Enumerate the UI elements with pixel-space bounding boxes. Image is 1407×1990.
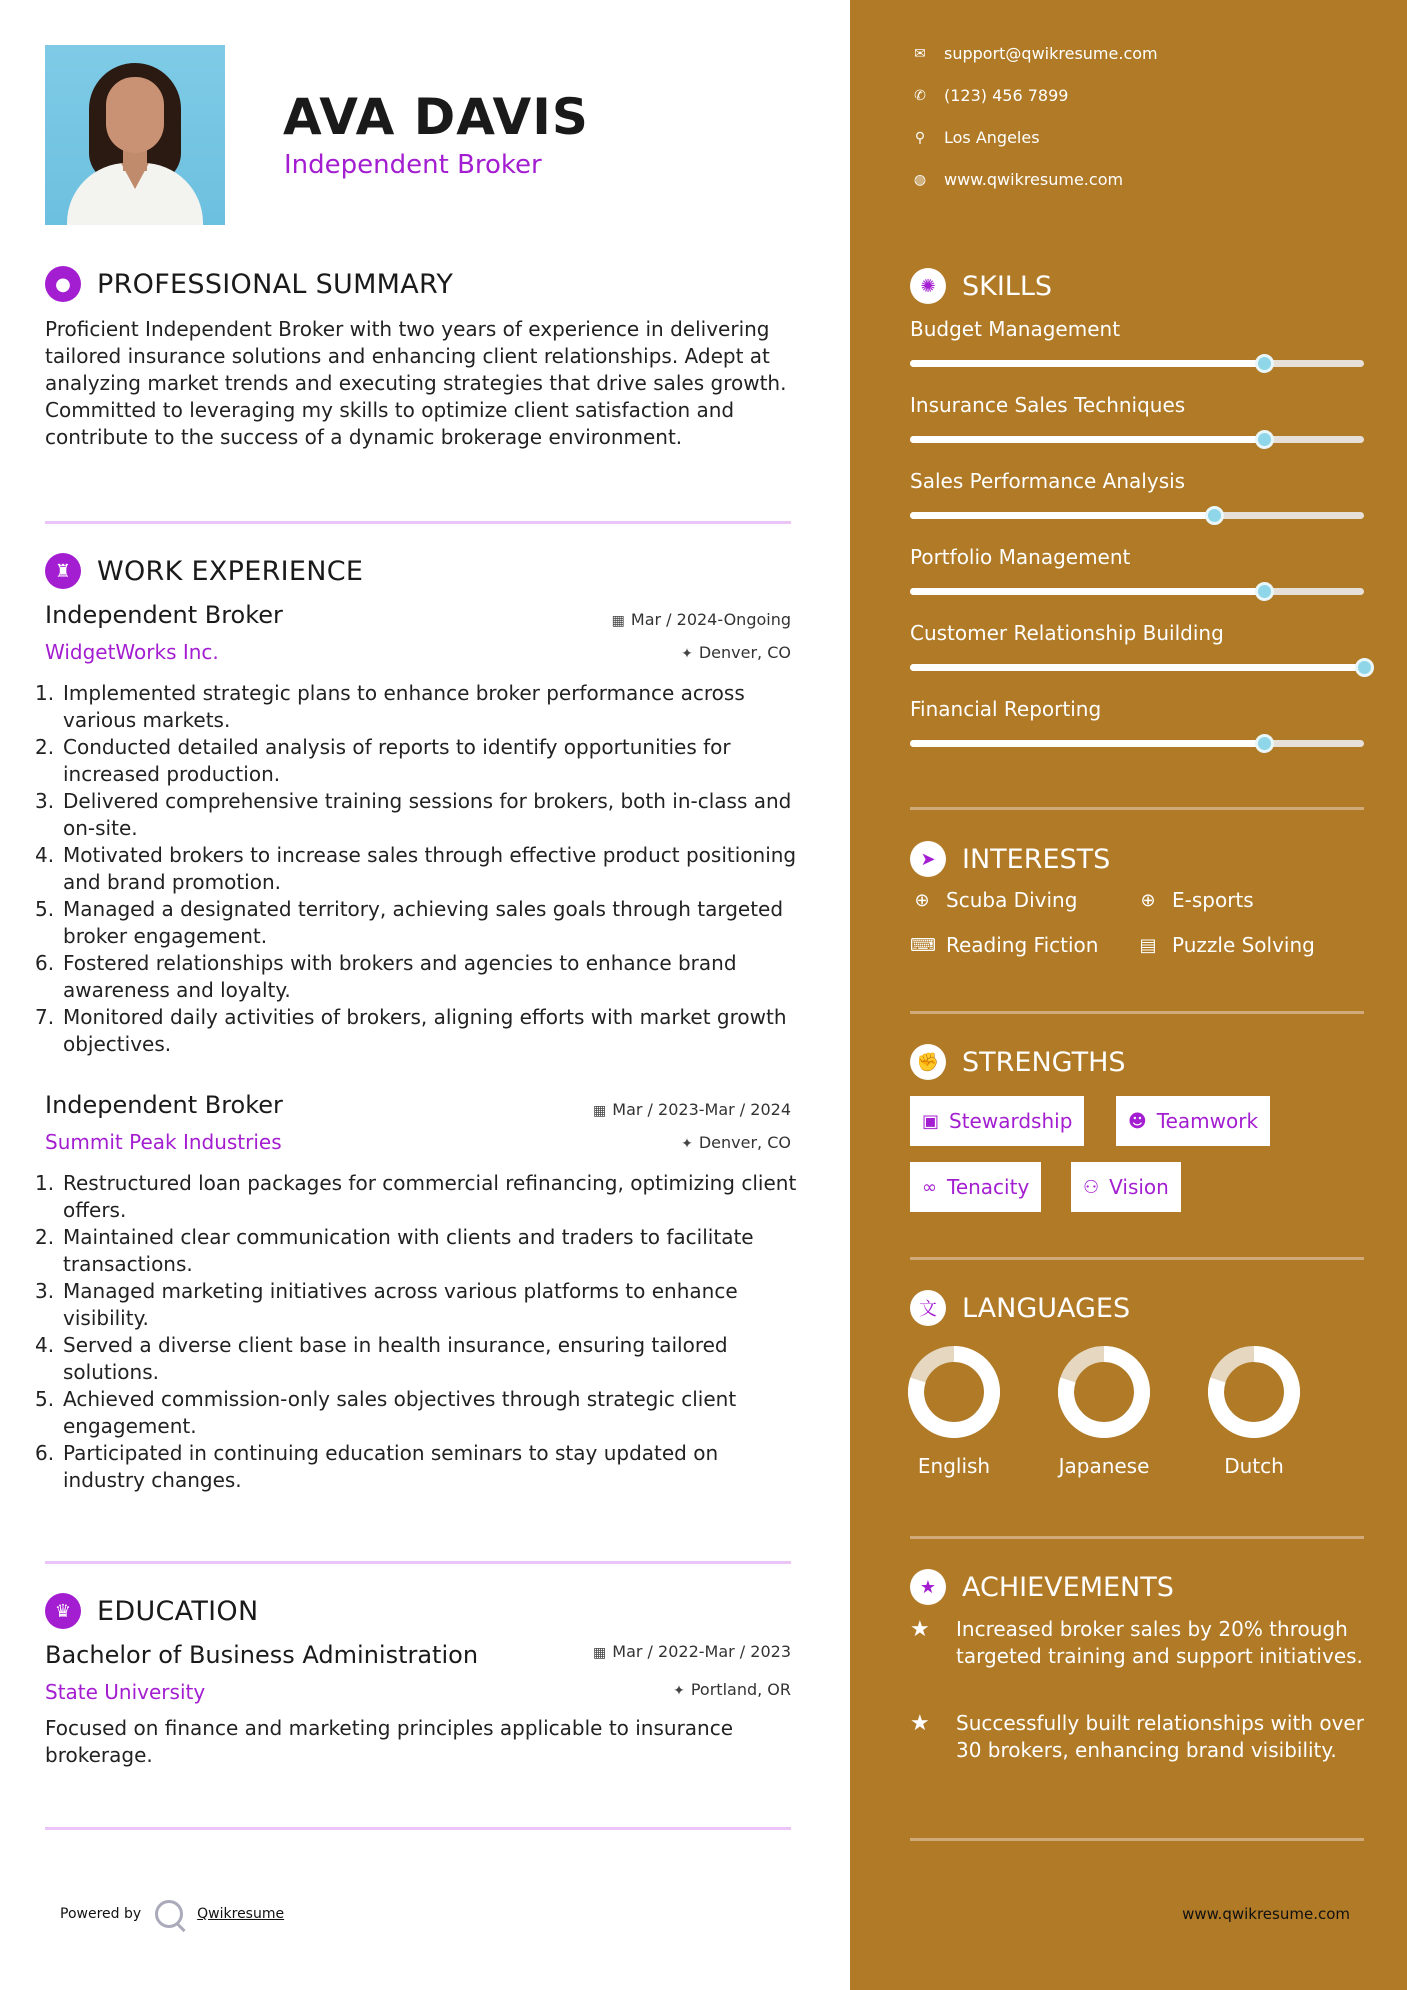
calendar-icon: ▦	[611, 613, 625, 629]
education-date: ▦ Mar / 2022-Mar / 2023	[593, 1642, 791, 1661]
envelope-icon: ✉	[914, 45, 926, 62]
divider	[910, 1257, 1364, 1260]
divider	[45, 1827, 791, 1830]
interest-item: ⊕ E-sports	[1136, 888, 1254, 912]
star-icon: ★	[910, 1569, 946, 1605]
education-heading: ♛ EDUCATION	[45, 1593, 258, 1629]
sidebar	[850, 0, 1407, 1990]
candidate-name: AVA DAVIS	[283, 88, 589, 146]
languages-heading: 文 LANGUAGES	[910, 1290, 1130, 1326]
users-icon: ☻	[1128, 1110, 1147, 1132]
skill-level-fill	[910, 664, 1364, 671]
pin-icon: ✦	[673, 1683, 685, 1699]
divider	[910, 1536, 1364, 1539]
skill-level-handle	[1255, 582, 1274, 601]
skill-label: Sales Performance Analysis	[910, 469, 1186, 493]
list-item: Conducted detailed analysis of reports to identify opportunities for increased production.	[63, 735, 731, 786]
skill-level-handle	[1255, 734, 1274, 753]
pin-icon: ✦	[681, 646, 693, 662]
contact-website[interactable]: ◍ www.qwikresume.com	[910, 170, 1123, 189]
skill-label: Budget Management	[910, 317, 1121, 341]
divider	[910, 1838, 1364, 1841]
calendar-icon: ▦	[593, 1645, 607, 1661]
candidate-role: Independent Broker	[284, 150, 542, 180]
language-item	[894, 1344, 1014, 1478]
job-duties	[45, 1170, 805, 1494]
language-ring	[1056, 1344, 1152, 1440]
job-date: ▦ Mar / 2024-Ongoing	[611, 610, 791, 629]
lifebuoy-icon: ⊕	[914, 889, 930, 911]
list-item: Managed marketing initiatives across various platforms to enhance visibility.	[63, 1279, 738, 1330]
language-name: English	[917, 1454, 991, 1478]
achievement-item: ★ Increased broker sales by 20% through targeted training and support initiatives.	[910, 1617, 1363, 1668]
list-item: Achieved commission-only sales objectives through strategic client engagement.	[63, 1387, 737, 1438]
interests-heading: ➤ INTERESTS	[910, 841, 1110, 877]
job-title: Independent Broker	[45, 1091, 283, 1119]
skill-level-handle	[1355, 658, 1374, 677]
skill-level-bar	[910, 740, 1364, 747]
link-icon: ∞	[922, 1176, 937, 1198]
footer-url[interactable]: www.qwikresume.com	[1182, 1905, 1350, 1923]
shooting-star-icon: ★	[910, 1711, 930, 1736]
skill-level-bar	[910, 664, 1364, 671]
list-item: Served a diverse client base in health insurance, ensuring tailored solutions.	[63, 1333, 728, 1384]
powered-by: Powered by Qwikresume	[60, 1900, 284, 1928]
skills-heading: ✺ SKILLS	[910, 268, 1052, 304]
list-item: Restructured loan packages for commercial refinancing, optimizing client offers.	[63, 1171, 797, 1222]
summary-text: Proficient Independent Broker with two years of experience in delivering tailored insurance solutions and enhancing client relationships. Adept at analyzing market trends and executing strategies that drive sales growth. Committed to leveraging my skills to optimize client satisfaction and contribute to the success of a dynamic brokerage environment.	[45, 317, 787, 449]
paper-plane-icon: ➤	[910, 841, 946, 877]
skill-level-fill	[910, 436, 1264, 443]
strength-chip: ⚇ Vision	[1071, 1162, 1181, 1212]
strength-chip: ∞ Tenacity	[910, 1162, 1041, 1212]
language-item	[1194, 1344, 1314, 1478]
list-item: Monitored daily activities of brokers, aligning efforts with market growth objectives.	[63, 1005, 787, 1056]
skill-label: Financial Reporting	[910, 697, 1102, 721]
job-company: Summit Peak Industries	[45, 1130, 282, 1154]
education-location: ✦ Portland, OR	[673, 1680, 791, 1699]
divider	[45, 1561, 791, 1564]
job-location: ✦ Denver, CO	[681, 643, 791, 662]
list-item: Delivered comprehensive training sessions for brokers, both in-class and on-site.	[63, 789, 792, 840]
interest-item: ⌨ Reading Fiction	[910, 933, 1099, 957]
skill-level-bar	[910, 588, 1364, 595]
phone-icon: ✆	[914, 87, 926, 104]
lightbulb-icon: ✺	[910, 268, 946, 304]
user-icon: ●	[45, 266, 81, 302]
pin-icon: ✦	[681, 1136, 693, 1152]
globe-icon: ◍	[913, 171, 927, 188]
degree-title: Bachelor of Business Administration	[45, 1641, 479, 1669]
lifebuoy-icon: ⊕	[1140, 889, 1156, 911]
skill-level-fill	[910, 740, 1264, 747]
skill-level-handle	[1255, 354, 1274, 373]
divider	[45, 521, 791, 524]
gamepad-icon: ⌨	[910, 934, 936, 956]
translate-icon: 文	[910, 1290, 946, 1326]
achievements-heading: ★ ACHIEVEMENTS	[910, 1569, 1174, 1605]
strength-chip: ☻ Teamwork	[1116, 1096, 1270, 1146]
job-duties	[45, 680, 805, 1058]
skill-label: Insurance Sales Techniques	[910, 393, 1186, 417]
language-name: Dutch	[1224, 1454, 1284, 1478]
graduate-icon: ♛	[45, 1593, 81, 1629]
job-company: WidgetWorks Inc.	[45, 640, 219, 664]
briefcase-icon: ▣	[922, 1110, 940, 1132]
skill-level-bar	[910, 436, 1364, 443]
book-icon: ▤	[1139, 934, 1157, 956]
summary-heading: ● PROFESSIONAL SUMMARY	[45, 266, 453, 302]
location-pin-icon: ⚲	[914, 129, 926, 146]
qwikresume-link[interactable]: Qwikresume	[197, 1906, 285, 1922]
skill-level-bar	[910, 360, 1364, 367]
list-item: Maintained clear communication with clients and traders to facilitate transactions.	[63, 1225, 754, 1276]
contact-location: ⚲ Los Angeles	[910, 128, 1040, 147]
skill-label: Customer Relationship Building	[910, 621, 1224, 645]
divider	[910, 1011, 1364, 1014]
language-name: Japanese	[1058, 1454, 1150, 1478]
strength-chip: ▣ Stewardship	[910, 1096, 1084, 1146]
fist-icon: ✊	[910, 1044, 946, 1080]
job-location: ✦ Denver, CO	[681, 1133, 791, 1152]
divider	[910, 807, 1364, 810]
qwikresume-logo-icon	[155, 1900, 183, 1928]
skill-level-fill	[910, 512, 1214, 519]
job-date: ▦ Mar / 2023-Mar / 2024	[593, 1100, 791, 1119]
education-description: Focused on finance and marketing principles applicable to insurance brokerage.	[45, 1716, 734, 1767]
profile-photo	[45, 45, 225, 225]
language-ring	[906, 1344, 1002, 1440]
chair-icon: ♜	[45, 553, 81, 589]
skill-level-handle	[1255, 430, 1274, 449]
list-item: Implemented strategic plans to enhance broker performance across various markets.	[63, 681, 745, 732]
achievement-item: ★ Successfully built relationships with over 30 brokers, enhancing brand visibility.	[910, 1711, 1364, 1762]
list-item: Participated in continuing education seminars to stay updated on industry changes.	[63, 1441, 719, 1492]
skill-level-bar	[910, 512, 1364, 519]
skill-level-fill	[910, 360, 1264, 367]
shooting-star-icon: ★	[910, 1617, 930, 1642]
binoculars-icon: ⚇	[1083, 1176, 1100, 1198]
calendar-icon: ▦	[593, 1103, 607, 1119]
strengths-heading: ✊ STRENGTHS	[910, 1044, 1126, 1080]
skill-label: Portfolio Management	[910, 545, 1131, 569]
job-title: Independent Broker	[45, 601, 283, 629]
contact-phone[interactable]: ✆ (123) 456 7899	[910, 86, 1068, 105]
school-name: State University	[45, 1680, 206, 1704]
contact-email[interactable]: ✉ support@qwikresume.com	[910, 44, 1158, 63]
experience-heading: ♜ WORK EXPERIENCE	[45, 553, 363, 589]
list-item: Fostered relationships with brokers and agencies to enhance brand awareness and loyalty.	[63, 951, 737, 1002]
language-item	[1044, 1344, 1164, 1478]
interest-item: ▤ Puzzle Solving	[1136, 933, 1315, 957]
skill-level-fill	[910, 588, 1264, 595]
skill-level-handle	[1205, 506, 1224, 525]
list-item: Managed a designated territory, achieving sales goals through targeted broker engagement.	[63, 897, 784, 948]
language-ring	[1206, 1344, 1302, 1440]
list-item: Motivated brokers to increase sales through effective product positioning and brand promotion.	[63, 843, 797, 894]
interest-item: ⊕ Scuba Diving	[910, 888, 1077, 912]
